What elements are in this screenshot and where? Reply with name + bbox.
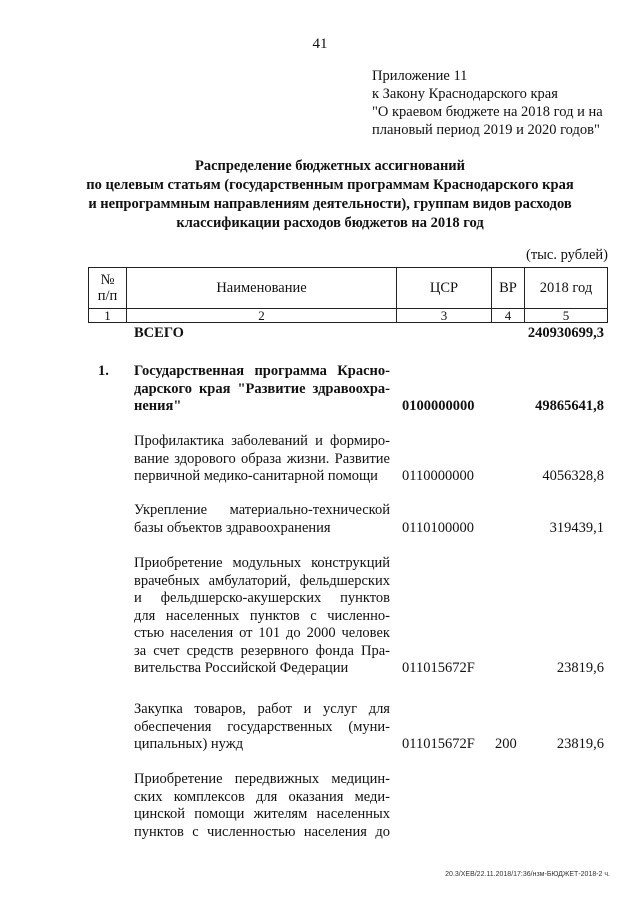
title-line: Распределение бюджетных ассигнований <box>194 158 466 174</box>
row-name-line: Укрепление материально-технической <box>134 502 390 518</box>
row-name-line: обеспечения государственных (муни- <box>134 718 390 735</box>
total-sum: 240930699,3 <box>527 325 604 341</box>
appendix-line: к Закону Краснодарского края <box>372 86 558 102</box>
row-sum: 49865641,8 <box>535 398 604 414</box>
row-name <box>134 701 390 754</box>
appendix-line: плановый период 2019 и 2020 годов" <box>372 122 600 138</box>
row-name-line: Приобретение передвижных медицин- <box>134 771 390 787</box>
header-csr: ЦСР <box>396 268 491 308</box>
row-name-line: для населенных пунктов с численно- <box>134 607 390 624</box>
header-row <box>88 267 608 309</box>
row-number: 1. <box>98 363 109 379</box>
row-name <box>134 433 390 486</box>
row-name-line: первичной медико-санитарной помощи <box>134 468 378 484</box>
row-name <box>134 555 390 678</box>
units-label: (тыс. рублей) <box>526 247 608 263</box>
column-number: 5 <box>524 309 608 322</box>
row-name-line: дарского края "Развитие здравоохра- <box>134 380 390 397</box>
row-name-line: Приобретение модульных конструкций <box>134 555 390 571</box>
row-sum: 4056328,8 <box>542 468 604 484</box>
table-header <box>88 267 608 323</box>
column-number-row <box>88 309 608 323</box>
row-sum: 319439,1 <box>549 519 604 536</box>
header-year: 2018 год <box>524 268 608 308</box>
title-line: и непрограммным направлениям деятельности), группам видов расходов <box>88 196 572 212</box>
column-number: 4 <box>491 309 524 322</box>
row-name-line: стью населения от 101 до 2000 человек <box>134 625 390 641</box>
row-csr: 0110100000 <box>402 519 474 536</box>
row-vr: 200 <box>495 736 517 752</box>
header-vr: ВР <box>491 268 524 308</box>
appendix-note <box>372 67 603 139</box>
header-num: № п/п <box>88 268 126 308</box>
header-name: Наименование <box>126 268 396 308</box>
row-csr: 011015672F <box>402 736 475 752</box>
row-name-line: нения" <box>134 398 182 414</box>
row-name-line: вание здорового образа жизни. Развитие <box>134 450 390 467</box>
row-name <box>134 771 390 841</box>
column-number: 1 <box>88 309 126 322</box>
total-label: ВСЕГО <box>134 325 184 341</box>
document-title <box>60 157 600 233</box>
row-name-line: вительства Российской Федерации <box>134 660 349 676</box>
row-sum: 23819,6 <box>556 660 604 676</box>
column-number: 3 <box>396 309 491 322</box>
column-number: 2 <box>126 309 396 322</box>
row-name-line: врачебных амбулаторий, фельдшерских <box>134 572 390 589</box>
row-name-line: ских комплексов для оказания меди- <box>134 788 390 805</box>
appendix-line: "О краевом бюджете на 2018 год и на <box>372 104 603 120</box>
row-sum: 23819,6 <box>556 736 604 752</box>
row-csr: 0110000000 <box>402 468 474 484</box>
title-line: по целевым статьям (государственным программам Краснодарского края <box>86 177 574 193</box>
row-name-line: базы объектов здравоохранения <box>134 519 331 536</box>
footer-stamp: 20.3/XEB/22.11.2018/17:36/нзм-БЮДЖЕТ-2018-2 ч. <box>445 871 610 878</box>
row-name-line: Государственная программа Красно- <box>134 363 390 379</box>
row-csr: 011015672F <box>402 660 475 676</box>
row-name-line: пунктов с численностью населения до <box>134 823 390 840</box>
page-number: 41 <box>312 36 328 52</box>
row-name-line: Закупка товаров, работ и услуг для <box>134 701 390 717</box>
row-name-line: Профилактика заболеваний и формиро- <box>134 433 390 449</box>
row-name <box>134 363 390 416</box>
row-name-line: цинской помощи жителям населенных <box>134 806 390 822</box>
row-name-line: за счет средств резервного фонда Пра- <box>134 642 390 659</box>
row-name-line: и фельдшерско-акушерских пунктов <box>134 590 390 606</box>
row-name <box>134 502 390 537</box>
appendix-line: Приложение 11 <box>372 68 468 84</box>
title-line: классификации расходов бюджетов на 2018 год <box>176 215 484 231</box>
row-name-line: ципальных) нужд <box>134 736 244 752</box>
row-csr: 0100000000 <box>402 398 475 414</box>
